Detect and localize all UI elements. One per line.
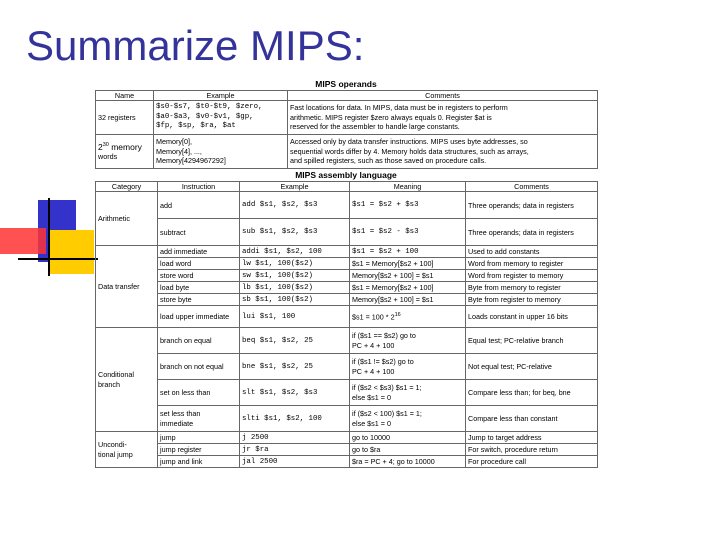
table-row — [96, 101, 598, 135]
meaning-line: else $s1 = 0 — [352, 392, 391, 402]
category-line: tional jump — [98, 449, 133, 459]
header-instruction: Instruction — [158, 182, 240, 192]
assembly-table — [95, 181, 598, 468]
slide-title: Summarize MIPS: — [26, 22, 365, 69]
category-line: branch — [98, 379, 120, 389]
operands-table — [95, 90, 598, 169]
meaning — [350, 354, 466, 380]
assembly-header-row — [96, 182, 598, 192]
comment: Loads constant in upper 16 bits — [466, 306, 598, 328]
operand-name — [96, 135, 154, 169]
meaning — [350, 406, 466, 432]
deco-yellow-square — [50, 230, 94, 274]
operands-header-row — [96, 91, 598, 101]
meaning-line: PC + 4 + 100 — [352, 366, 395, 376]
table-row — [96, 444, 598, 456]
meaning: $s1 = Memory[$s2 + 100] — [350, 258, 466, 270]
example-line: $fp, $sp, $ra, $at — [156, 122, 236, 131]
comment: Three operands; data in registers — [466, 219, 598, 246]
meaning-line: if ($s2 < $s3) $s1 = 1; — [352, 383, 422, 392]
example: lb $s1, 100($s2) — [240, 282, 350, 294]
category-arithmetic: Arithmetic — [96, 192, 158, 246]
example-line: Memory[4294967292] — [156, 156, 226, 166]
instruction-line: set less than — [160, 409, 201, 418]
table-row — [96, 328, 598, 354]
comment: Byte from memory to register — [466, 282, 598, 294]
category-conditional — [96, 328, 158, 432]
deco-red-square — [0, 228, 46, 254]
comment: Equal test; PC-relative branch — [466, 328, 598, 354]
meaning: go to $ra — [350, 444, 466, 456]
meaning — [350, 306, 466, 328]
example: bne $s1, $s2, 25 — [240, 354, 350, 380]
meaning-base: $s1 = 100 * 2 — [352, 312, 395, 322]
instruction: set on less than — [158, 380, 240, 406]
example-line: $a0-$a3, $v0-$v1, $gp, — [156, 112, 254, 121]
example: lui $s1, 100 — [240, 306, 350, 328]
operand-comments — [288, 101, 598, 135]
comment: Word from memory to register — [466, 258, 598, 270]
meaning: Memory[$s2 + 100] = $s1 — [350, 294, 466, 306]
table-row — [96, 456, 598, 468]
table-row — [96, 282, 598, 294]
comment: Compare less than; for beq, bne — [466, 380, 598, 406]
comment: Jump to target address — [466, 432, 598, 444]
operand-name: 32 registers — [96, 101, 154, 135]
example: beq $s1, $s2, 25 — [240, 328, 350, 354]
example-line: Memory[0], — [156, 137, 192, 147]
comment-line: reserved for the assembler to handle large constants. — [290, 122, 460, 132]
assembly-title: MIPS assembly language — [295, 170, 397, 180]
operand-example — [154, 101, 288, 135]
example: sw $s1, 100($s2) — [240, 270, 350, 282]
table-row — [96, 306, 598, 328]
meaning: go to 10000 — [350, 432, 466, 444]
instruction: branch on not equal — [158, 354, 240, 380]
meaning-line: if ($s2 < 100) $s1 = 1; — [352, 409, 422, 418]
table-row — [96, 294, 598, 306]
example: slti $s1, $s2, 100 — [240, 406, 350, 432]
meaning: $s1 = $s2 + $s3 — [350, 192, 466, 219]
operands-title: MIPS operands — [315, 79, 377, 89]
example: lw $s1, 100($s2) — [240, 258, 350, 270]
table-row — [96, 380, 598, 406]
instruction — [158, 406, 240, 432]
meaning: $s1 = $s2 + 100 — [350, 246, 466, 258]
instruction: load upper immediate — [158, 306, 240, 328]
meaning-line: PC + 4 + 100 — [352, 340, 395, 350]
operand-example — [154, 135, 288, 169]
comment: Compare less than constant — [466, 406, 598, 432]
header-comments: Comments — [288, 91, 598, 101]
example: jr $ra — [240, 444, 350, 456]
instruction-line: immediate — [160, 418, 194, 428]
header-comments: Comments — [466, 182, 598, 192]
example-line: $s0-$s7, $t0-$t9, $zero, — [156, 103, 263, 112]
comment-line: and spilled registers, such as those saved on procedure calls. — [290, 156, 487, 166]
category-data-transfer: Data transfer — [96, 246, 158, 328]
deco-horizontal-line — [18, 258, 98, 260]
meaning-line: if ($s1 != $s2) go to — [352, 357, 414, 366]
example: add $s1, $s2, $s3 — [240, 192, 350, 219]
meaning-exponent: 16 — [394, 311, 401, 318]
operand-comments — [288, 135, 598, 169]
category-jump — [96, 432, 158, 468]
comment-line: Fast locations for data. In MIPS, data must be in registers to perform — [290, 103, 508, 113]
instruction: add — [158, 192, 240, 219]
table-row — [96, 219, 598, 246]
meaning: $s1 = $s2 - $s3 — [350, 219, 466, 246]
example: sub $s1, $s2, $s3 — [240, 219, 350, 246]
comment: Not equal test; PC-relative — [466, 354, 598, 380]
instruction: load byte — [158, 282, 240, 294]
instruction: load word — [158, 258, 240, 270]
instruction: store word — [158, 270, 240, 282]
comment-line: Accessed only by data transfer instructions. MIPS uses byte addresses, so — [290, 137, 528, 147]
comment: Used to add constants — [466, 246, 598, 258]
comment: Byte from register to memory — [466, 294, 598, 306]
name-line2: words — [98, 152, 118, 162]
table-row — [96, 135, 598, 169]
header-category: Category — [96, 182, 158, 192]
header-example: Example — [154, 91, 288, 101]
example: sb $s1, 100($s2) — [240, 294, 350, 306]
example: j 2500 — [240, 432, 350, 444]
meaning — [350, 380, 466, 406]
instruction: jump — [158, 432, 240, 444]
name-exponent: 30 — [102, 142, 109, 149]
instruction: add immediate — [158, 246, 240, 258]
instruction: jump and link — [158, 456, 240, 468]
table-row — [96, 246, 598, 258]
table-row — [96, 406, 598, 432]
instruction: store byte — [158, 294, 240, 306]
meaning: $s1 = Memory[$s2 + 100] — [350, 282, 466, 294]
header-meaning: Meaning — [350, 182, 466, 192]
meaning-line: else $s1 = 0 — [352, 418, 391, 428]
example: slt $s1, $s2, $s3 — [240, 380, 350, 406]
table-row — [96, 354, 598, 380]
meaning-line: if ($s1 == $s2) go to — [352, 331, 416, 340]
category-line: Uncondi- — [98, 440, 127, 449]
instruction: subtract — [158, 219, 240, 246]
header-name: Name — [96, 91, 154, 101]
table-row — [96, 192, 598, 219]
header-example: Example — [240, 182, 350, 192]
category-line: Conditional — [98, 370, 134, 379]
comment: For switch, procedure return — [466, 444, 598, 456]
meaning: Memory[$s2 + 100] = $s1 — [350, 270, 466, 282]
comment-line: arithmetic. MIPS register $zero always equals 0. Register $at is — [290, 112, 492, 122]
comment: Word from register to memory — [466, 270, 598, 282]
mips-reference-sheet — [95, 78, 597, 468]
table-row — [96, 270, 598, 282]
table-row — [96, 258, 598, 270]
name-rest: memory — [108, 141, 142, 152]
deco-vertical-line — [48, 198, 50, 276]
comment: Three operands; data in registers — [466, 192, 598, 219]
instruction: jump register — [158, 444, 240, 456]
meaning: $ra = PC + 4; go to 10000 — [350, 456, 466, 468]
example-line: Memory[4], ..., — [156, 146, 202, 156]
meaning — [350, 328, 466, 354]
table-row — [96, 432, 598, 444]
name-base: 2 — [98, 141, 103, 152]
comment-line: sequential words differ by 4. Memory holds data structures, such as arrays, — [290, 146, 529, 156]
instruction: branch on equal — [158, 328, 240, 354]
example: jal 2500 — [240, 456, 350, 468]
example: addi $s1, $s2, 100 — [240, 246, 350, 258]
comment: For procedure call — [466, 456, 598, 468]
